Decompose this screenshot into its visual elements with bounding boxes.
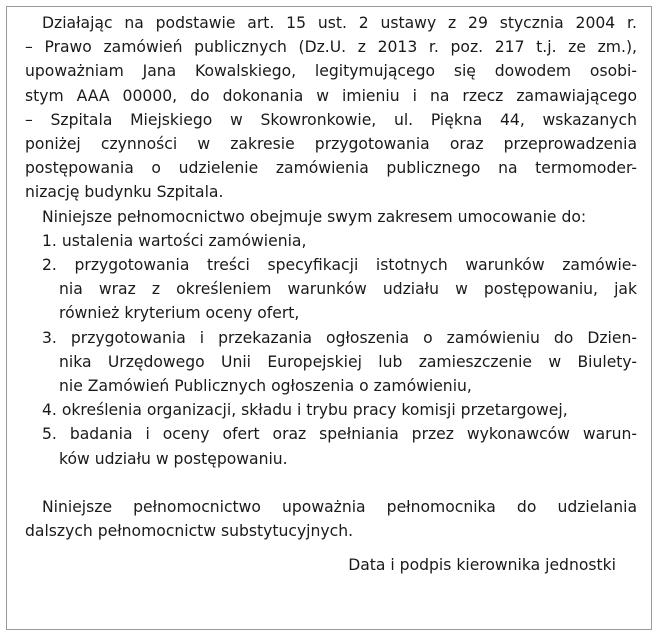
list-item [25,422,637,470]
paragraph-line: Niniejsze pełnomocnictwo upoważnia pełnomocnika do udzielania [42,498,637,517]
paragraph-line: nizację budynku Szpitala. [25,183,224,202]
item-number: 4. [42,401,57,420]
item-text: nie Zamówień Publicznych ogłoszenia o zamówieniu, [59,377,472,396]
paragraph-line: stym AAA 00000, do dokonania w imieniu i na rzecz zamawiającego [25,86,637,105]
item-text: nia wraz z określeniem warunków udziału w postępowaniu, jak [59,280,637,299]
scope-list [25,229,637,471]
item-text: określenia organizacji, składu i trybu pracy komisji przetargowej, [61,401,568,420]
item-text: przygotowania treści specyfikacji istotnych warunków zamówie- [74,256,637,275]
intro-paragraph [25,11,637,205]
item-text: badania i oceny ofert oraz spełniania przez wykonawców warun- [69,425,637,444]
list-item [25,398,637,422]
item-text: przygotowania i przekazania ogłoszenia o zamówieniu do Dzien- [70,328,637,347]
item-text: ustalenia wartości zamówienia, [61,231,307,250]
paragraph-line: dalszych pełnomocnictw substytucyjnych. [25,522,354,541]
item-text: również kryterium oceny ofert, [59,304,300,323]
list-item [25,229,637,253]
paragraph-line: – Szpitala Miejskiego w Skowronkowie, ul. Piękna 44, wskazanych [25,110,637,129]
paragraph-line: – Prawo zamówień publicznych (Dz.U. z 2013 r. poz. 217 t.j. ze zm.), [25,38,637,57]
paragraph-line: upoważniam Jana Kowalskiego, legitymującego się dowodem osobi- [25,62,637,81]
item-text: ków udziału w postępowaniu. [59,449,288,468]
paragraph-line: poniżej czynności w zakresie przygotowania oraz przeprowadzenia [25,135,637,154]
item-number: 2. [42,256,57,275]
authorization-document [25,11,637,578]
scope-intro: Niniejsze pełnomocnictwo obejmuje swym zakresem umocowanie do: [42,207,587,226]
item-number: 3. [42,328,57,347]
paragraph-line: Działając na podstawie art. 15 ust. 2 ustawy z 29 stycznia 2004 r. [42,14,637,32]
item-number: 1. [42,231,57,250]
list-item [25,326,637,399]
closing-paragraph [25,495,637,543]
item-text: nika Urzędowego Unii Europejskiej lub zamieszczenie w Biulety- [59,352,637,371]
paragraph-line: postępowania o udzielenie zamówienia publicznego na termomoder- [25,159,637,178]
signature-label: Data i podpis kierownika jednostki [348,556,616,575]
list-item [25,253,637,326]
spacer [25,471,637,495]
item-number: 5. [42,425,57,444]
